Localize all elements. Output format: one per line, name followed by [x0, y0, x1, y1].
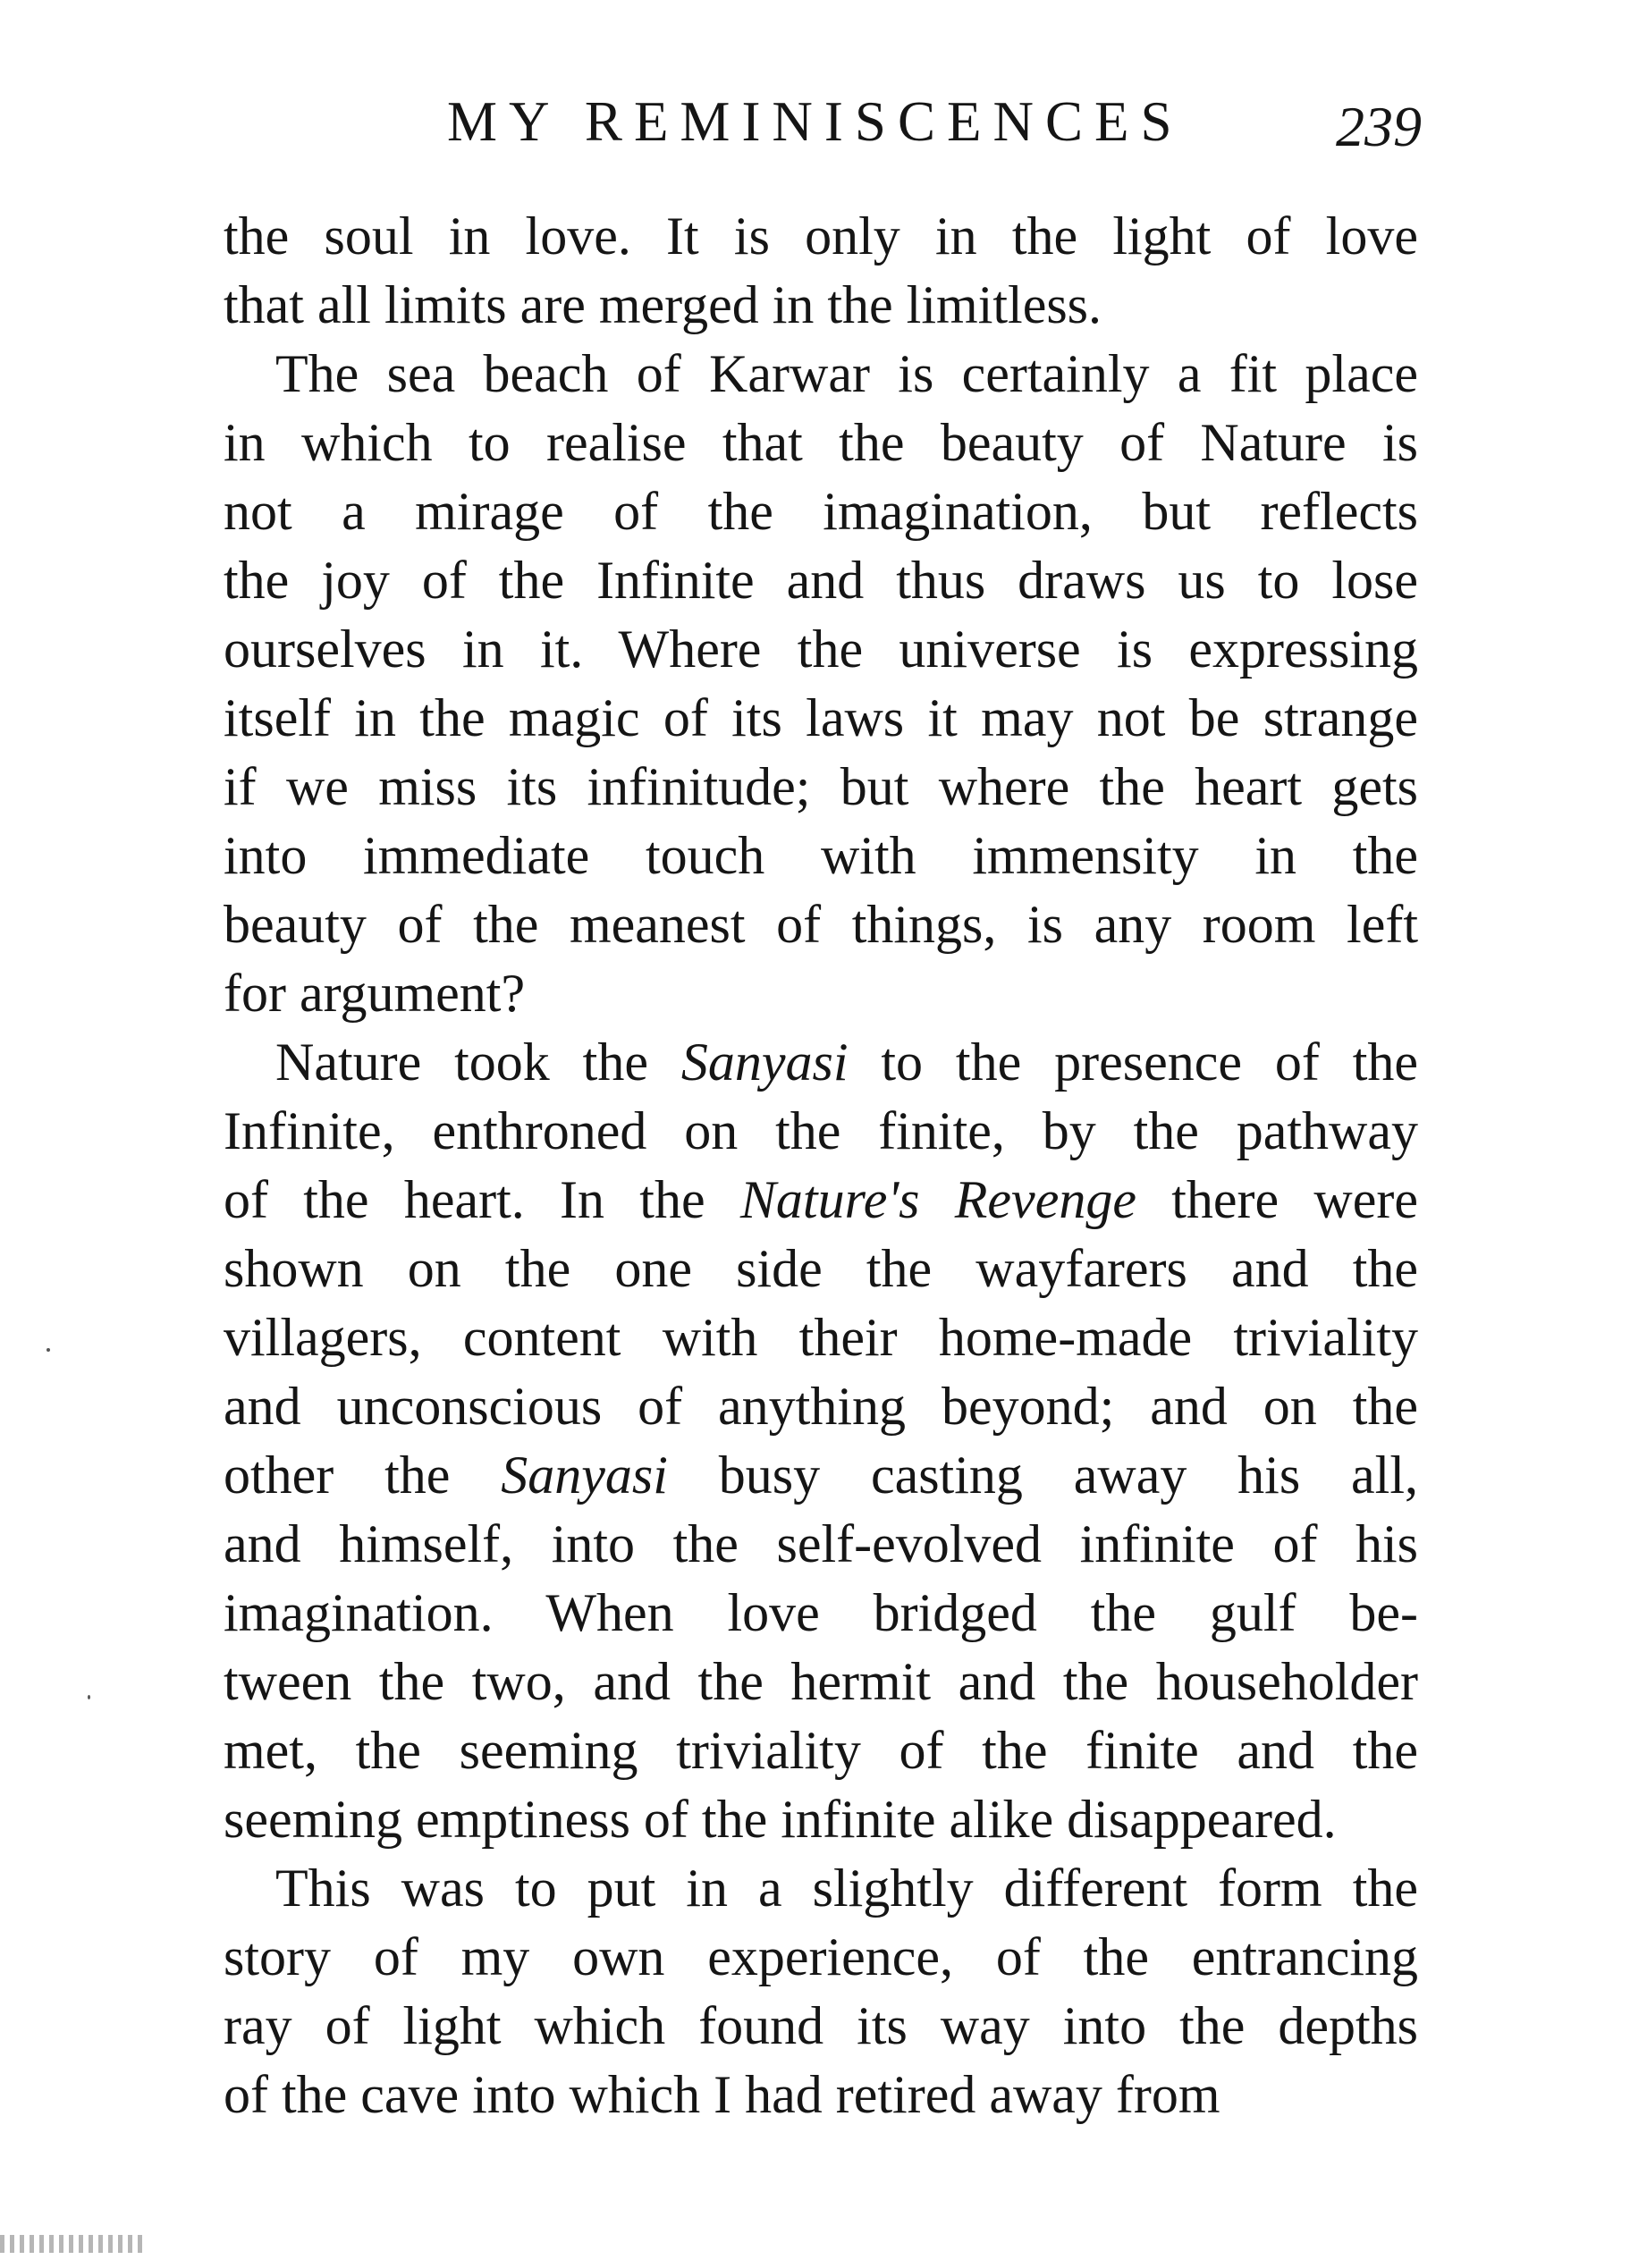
text-segment: that all limits are merged in the limitless.: [224, 275, 1102, 334]
text-line: [224, 202, 1418, 271]
text-line: [224, 890, 1418, 959]
text-line: [224, 477, 1418, 546]
text-line: [224, 1303, 1418, 1372]
text-line: [224, 546, 1418, 615]
scan-speck: [46, 1348, 50, 1352]
text-line: [224, 1854, 1418, 1923]
running-title: MY REMINISCENCES: [447, 90, 1184, 153]
text-segment: the soul in love. It is only in the light of love: [224, 207, 1418, 266]
text-line: [224, 1579, 1418, 1648]
text-line: [224, 959, 1418, 1028]
text-segment: Nature took the: [275, 1033, 681, 1092]
text-segment: of the heart. In the: [224, 1170, 740, 1229]
text-line: [224, 409, 1418, 477]
text-segment: beauty of the meanest of things, is any room left: [224, 895, 1418, 954]
italic-title: Sanyasi: [501, 1446, 668, 1505]
text-segment: if we miss its infinitude; but where the heart gets: [224, 757, 1418, 816]
text-line: [224, 822, 1418, 890]
text-line: [224, 271, 1418, 340]
text-segment: other the: [224, 1446, 502, 1505]
text-segment: in which to realise that the beauty of Nature is: [224, 413, 1418, 472]
running-head: [224, 86, 1422, 157]
text-line: [224, 340, 1418, 409]
text-segment: of the cave into which I had retired away from: [224, 2065, 1220, 2124]
text-segment: into immediate touch with immensity in the: [224, 826, 1418, 885]
text-segment: itself in the magic of its laws it may not be strange: [224, 688, 1418, 747]
text-segment: imagination. When love bridged the gulf be-: [224, 1583, 1418, 1642]
text-segment: for argument?: [224, 964, 526, 1023]
text-segment: met, the seeming triviality of the finite and the: [224, 1721, 1418, 1780]
text-segment: shown on the one side the wayfarers and the: [224, 1239, 1418, 1298]
text-segment: not a mirage of the imagination, but reflects: [224, 482, 1418, 541]
text-segment: Infinite, enthroned on the finite, by the pathway: [224, 1101, 1418, 1160]
text-segment: This was to put in a slightly different form the: [275, 1859, 1418, 1918]
text-line: [224, 1923, 1418, 1992]
page-number: 239: [1336, 95, 1422, 158]
text-line: [224, 2061, 1418, 2129]
text-segment: the joy of the Infinite and thus draws us to lose: [224, 551, 1418, 610]
text-line: [224, 684, 1418, 753]
text-segment: busy casting away his all,: [667, 1446, 1418, 1505]
text-line: [224, 1028, 1418, 1097]
scan-speck: [88, 1695, 90, 1699]
text-line: [224, 1785, 1418, 1854]
text-line: [224, 1992, 1418, 2061]
scan-mark: [0, 2235, 143, 2253]
text-line: [224, 1441, 1418, 1510]
text-line: [224, 753, 1418, 822]
text-segment: ray of light which found its way into the depths: [224, 1996, 1418, 2055]
text-line: [224, 1510, 1418, 1579]
text-segment: The sea beach of Karwar is certainly a fit place: [275, 344, 1418, 403]
text-segment: ourselves in it. Where the universe is expressing: [224, 620, 1418, 679]
text-segment: story of my own experience, of the entrancing: [224, 1927, 1418, 1986]
text-segment: to the presence of the: [848, 1033, 1418, 1092]
text-line: [224, 1648, 1418, 1716]
text-line: [224, 1372, 1418, 1441]
text-segment: and unconscious of anything beyond; and on the: [224, 1377, 1418, 1436]
italic-title: Sanyasi: [680, 1033, 849, 1092]
text-line: [224, 1097, 1418, 1166]
text-segment: there were: [1136, 1170, 1418, 1229]
italic-title: Nature's Revenge: [739, 1170, 1136, 1229]
text-segment: tween the two, and the hermit and the householder: [224, 1652, 1418, 1711]
text-line: [224, 1235, 1418, 1303]
text-line: [224, 1716, 1418, 1785]
text-segment: villagers, content with their home-made triviality: [224, 1308, 1418, 1367]
text-segment: and himself, into the self-evolved infinite of his: [224, 1514, 1418, 1573]
text-segment: seeming emptiness of the infinite alike disappeared.: [224, 1790, 1337, 1849]
body-text: [224, 202, 1418, 2129]
text-line: [224, 615, 1418, 684]
text-line: [224, 1166, 1418, 1235]
